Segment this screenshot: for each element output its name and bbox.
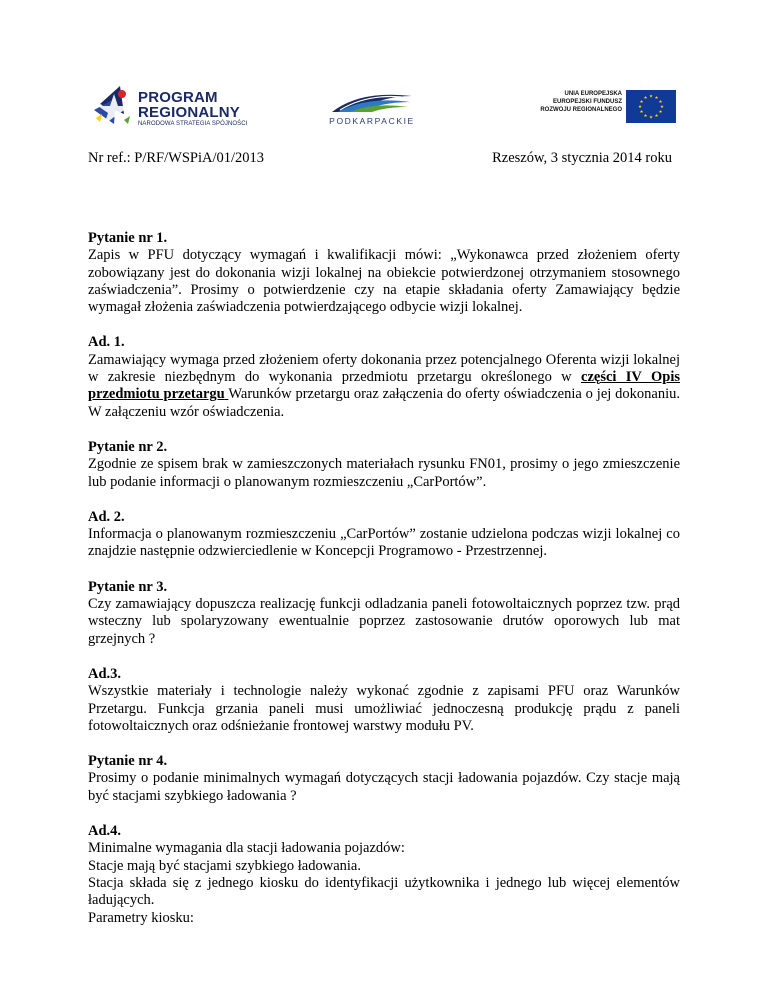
svg-text:★: ★	[637, 105, 643, 110]
answer-4-line2: Stacje mają być stacjami szybkiego ładowania.	[88, 857, 361, 874]
svg-text:★: ★	[648, 115, 654, 121]
answer-4-title: Ad.4.	[88, 823, 122, 840]
question-4-text: Prosimy o podanie minimalnych wymagań dotyczących stacji ładowania pojazdów. Czy stacje mają być stacjami szybkiego ładowania ?	[88, 770, 680, 804]
svg-text:★: ★	[659, 105, 665, 110]
question-4	[88, 753, 680, 805]
podkarpackie-logo	[322, 86, 422, 130]
svg-text:★: ★	[654, 96, 659, 101]
question-1-text: Zapis w PFU dotyczący wymagań i kwalifikacji mówi: „Wykonawca przed złożeniem oferty zobowiązany jest do dokonania wizji lokalnej na obiekcie potwierdzonej otrzymaniem stosownego zaświadczenia”. Prosimy o potwierdzenie czy na etapie składania oferty Zamawiający będzie wymagał złożenia zaświadczenia potwierdzającego odbycie wizji lokalnej.	[88, 247, 680, 316]
answer-4-line4: Parametry kiosku:	[88, 909, 194, 926]
answer-1-text-before: Zamawiający wymaga przed złożeniem oferty dokonania przez potencjalnego Oferenta wizji lokalnej w zakresie niezbędnym do wykonania przedmiotu przetargu określonego w	[88, 351, 680, 386]
eu-logo-line2: EUROPEJSKI FUNDUSZ	[552, 99, 622, 105]
answer-3-title: Ad.3.	[88, 665, 122, 682]
question-3-title: Pytanie nr 3.	[88, 578, 168, 595]
svg-text:★: ★	[643, 114, 648, 119]
svg-text:★: ★	[658, 100, 663, 105]
answer-1-link: części IV Opis przedmiotu przetargu	[88, 369, 681, 403]
svg-text:★: ★	[643, 96, 648, 101]
answer-3	[88, 666, 680, 735]
question-4-title: Pytanie nr 4.	[88, 753, 168, 770]
eu-flag-icon	[626, 90, 676, 123]
program-logo-line2: REGIONALNY	[138, 104, 241, 121]
answer-1-text	[88, 352, 680, 421]
program-regionalny-logo	[94, 84, 266, 134]
answer-1	[88, 334, 680, 420]
program-regionalny-emblem-icon	[94, 84, 134, 128]
svg-text:★: ★	[639, 110, 644, 115]
podkarpackie-hills-icon	[330, 86, 414, 114]
answer-1-title: Ad. 1.	[88, 334, 125, 351]
reference-number: Nr ref.: P/RF/WSPiA/01/2013	[88, 150, 265, 166]
eu-logo-line3: ROZWOJU REGIONALNEGO	[540, 107, 622, 113]
program-logo-line1: PROGRAM	[138, 89, 218, 106]
question-2-title: Pytanie nr 2.	[88, 438, 168, 455]
eu-logo	[528, 90, 676, 124]
answer-2-title: Ad. 2.	[88, 508, 125, 525]
svg-text:★: ★	[648, 94, 654, 100]
question-2	[88, 439, 680, 491]
answer-1-text-after: Warunków przetargu oraz załączenia do oferty oświadczenia o jej dokonaniu. W załączeniu wzór oświadczenia.	[88, 386, 680, 420]
svg-text:★: ★	[639, 100, 644, 105]
program-logo-line3: NARODOWA STRATEGIA SPÓJNOŚCI	[138, 121, 248, 127]
answer-3-text: Wszystkie materiały i technologie należy wykonać zgodnie z zapisami PFU oraz Warunków Przetargu. Funkcja grzania paneli musi umożliwiać jednoczesną produkcję prądu z paneli fotowoltaicznych oraz odśnieżanie frontowej warstwy modułu PV.	[88, 683, 680, 734]
answer-4-line1: Minimalne wymagania dla stacji ładowania pojazdów:	[88, 840, 405, 857]
question-1	[88, 230, 680, 316]
answer-4	[88, 823, 680, 927]
answer-2-text: Informacja o planowanym rozmieszczeniu „CarPortów” zostanie udzielona podczas wizji lokalnej co znajdzie następnie odzwierciedlenie w Koncepcji Programowo - Przestrzennej.	[88, 526, 680, 560]
document-body	[88, 230, 680, 945]
answer-2	[88, 509, 680, 561]
svg-text:★: ★	[654, 114, 659, 119]
eu-logo-line1: UNIA EUROPEJSKA	[564, 91, 622, 97]
podkarpackie-logo-text: PODKARPACKIE	[329, 116, 415, 126]
question-2-text: Zgodnie ze spisem brak w zamieszczonych materiałach rysunku FN01, prosimy o jego zmieszczenie lub podanie informacji o planowanym rozmieszczeniu „CarPortów”.	[88, 456, 680, 490]
place-and-date: Rzeszów, 3 stycznia 2014 roku	[492, 150, 672, 166]
question-1-title: Pytanie nr 1.	[88, 230, 168, 246]
question-3-text: Czy zamawiający dopuszcza realizację funkcji odladzania paneli fotowoltaicznych poprzez tzw. prąd wsteczny lub spolaryzowany ewentualnie poprzez zastosowanie drutów oporowych lub mat grzejnych ?	[88, 596, 680, 647]
answer-4-line3: Stacja składa się z jednego kiosku do identyfikacji użytkownika i jednego lub więcej elementów ładujących.	[88, 874, 680, 909]
question-3	[88, 579, 680, 648]
svg-text:★: ★	[658, 110, 663, 115]
